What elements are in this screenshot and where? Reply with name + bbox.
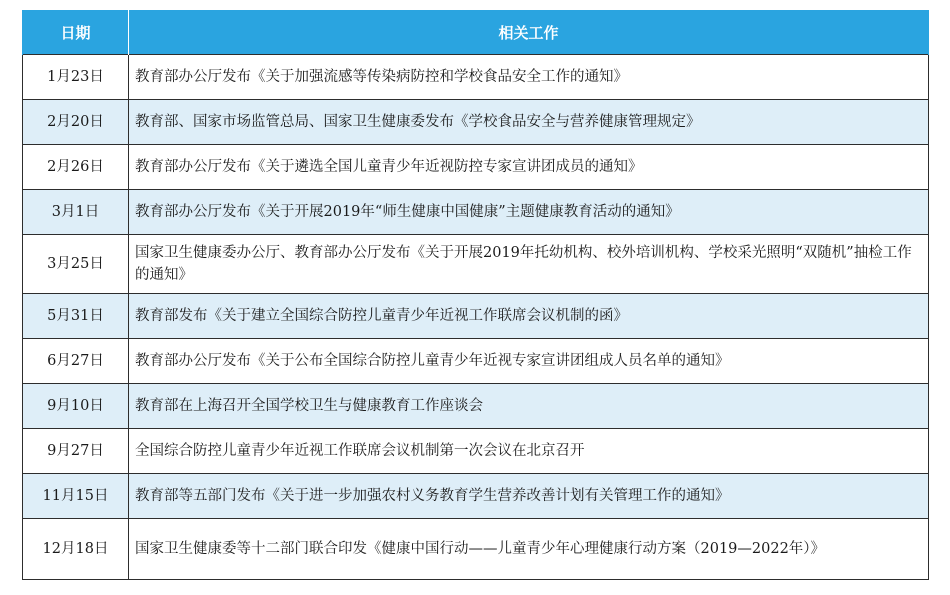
row-work: 教育部等五部门发布《关于进一步加强农村义务教育学生营养改善计划有关管理工作的通知》 [129,474,929,519]
row-work: 全国综合防控儿童青少年近视工作联席会议机制第一次会议在北京召开 [129,429,929,474]
table-row [23,429,929,474]
row-work: 教育部办公厅发布《关于加强流感等传染病防控和学校食品安全工作的通知》 [129,55,929,100]
row-date: 6月27日 [23,339,129,384]
row-date: 12月18日 [23,519,129,580]
header-work: 相关工作 [129,10,929,55]
row-date: 2月20日 [23,100,129,145]
row-date: 3月25日 [23,235,129,294]
row-date: 9月27日 [23,429,129,474]
table-row [23,384,929,429]
table-row [23,100,929,145]
policy-timeline-table [22,10,929,580]
row-work: 教育部在上海召开全国学校卫生与健康教育工作座谈会 [129,384,929,429]
row-date: 9月10日 [23,384,129,429]
row-date: 2月26日 [23,145,129,190]
table-row [23,474,929,519]
table-header-row [23,10,929,55]
row-date: 3月1日 [23,190,129,235]
table-row [23,235,929,294]
row-work: 教育部办公厅发布《关于遴选全国儿童青少年近视防控专家宣讲团成员的通知》 [129,145,929,190]
row-work: 教育部发布《关于建立全国综合防控儿童青少年近视工作联席会议机制的函》 [129,294,929,339]
policy-table-container [22,10,928,580]
table-row [23,339,929,384]
row-work: 教育部、国家市场监管总局、国家卫生健康委发布《学校食品安全与营养健康管理规定》 [129,100,929,145]
row-work: 国家卫生健康委等十二部门联合印发《健康中国行动——儿童青少年心理健康行动方案（2019—2022年）》 [129,519,929,580]
row-date: 1月23日 [23,55,129,100]
table-row [23,519,929,580]
row-date: 11月15日 [23,474,129,519]
row-work: 教育部办公厅发布《关于开展2019年“师生健康中国健康”主题健康教育活动的通知》 [129,190,929,235]
row-date: 5月31日 [23,294,129,339]
table-row [23,294,929,339]
row-work: 国家卫生健康委办公厅、教育部办公厅发布《关于开展2019年托幼机构、校外培训机构、学校采光照明“双随机”抽检工作的通知》 [129,235,929,294]
table-row [23,55,929,100]
table-row [23,190,929,235]
table-row [23,145,929,190]
row-work: 教育部办公厅发布《关于公布全国综合防控儿童青少年近视专家宣讲团组成人员名单的通知》 [129,339,929,384]
header-date: 日期 [23,10,129,55]
